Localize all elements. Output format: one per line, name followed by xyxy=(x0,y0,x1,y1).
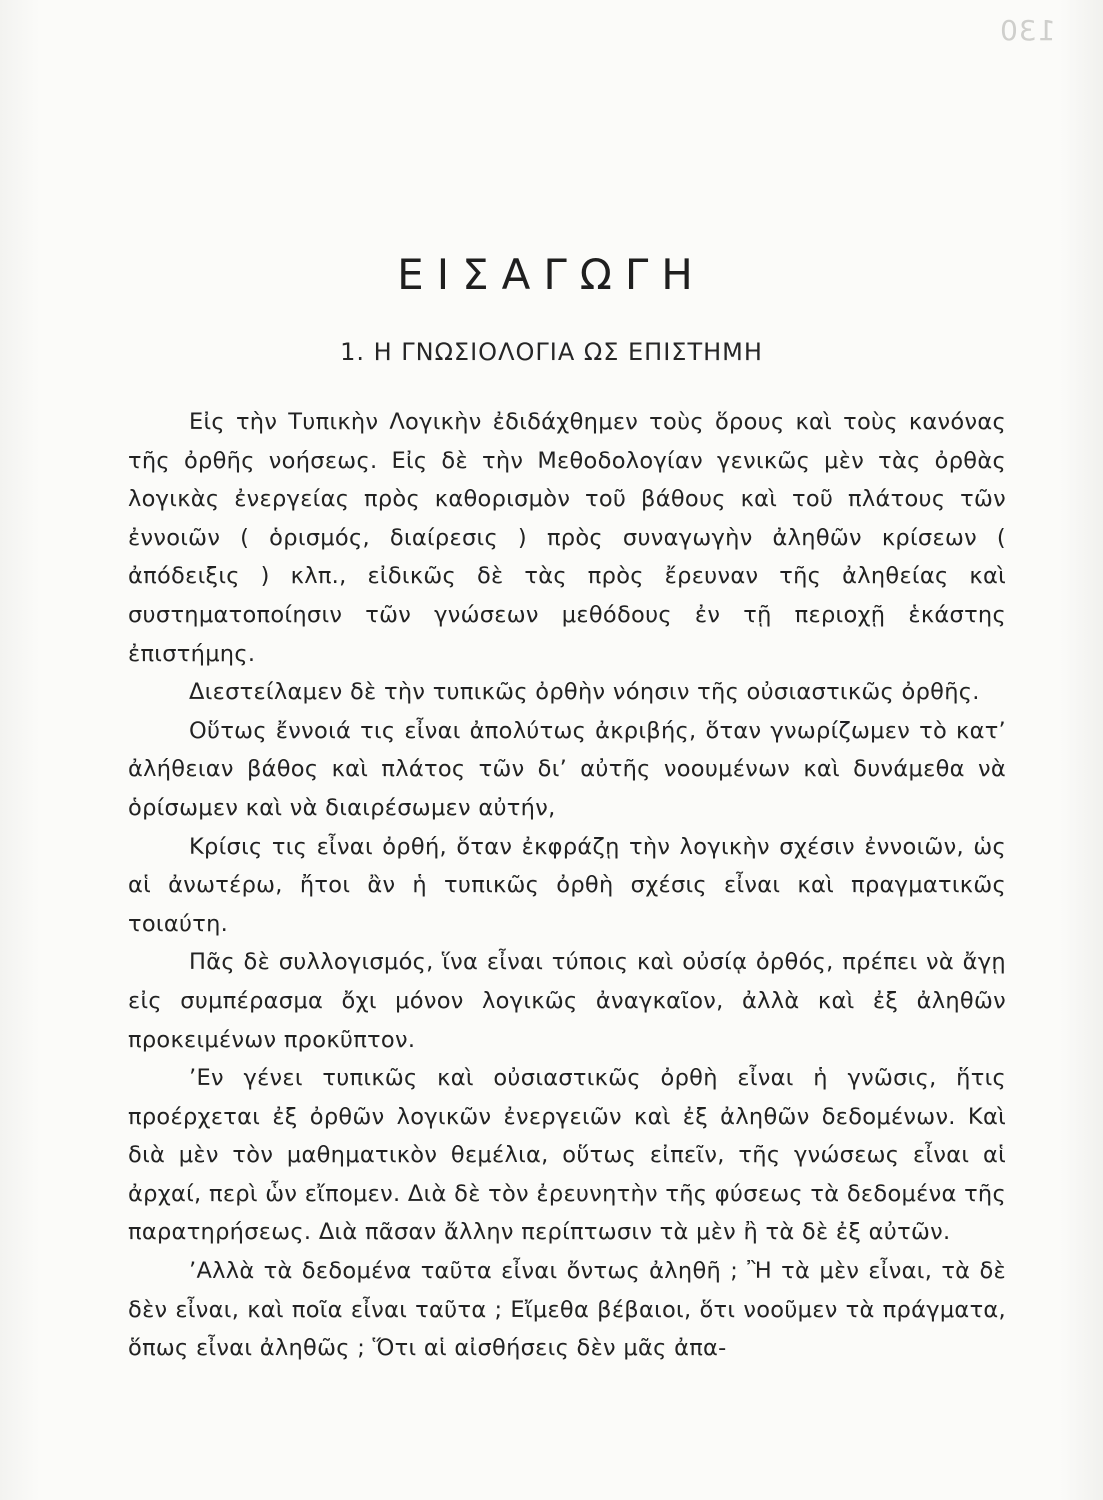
paragraph: Εἰς τὴν Τυπικὴν Λογικὴν ἐδιδάχθημεν τοὺς ὅρους καὶ τοὺς κανόνας τῆς ὀρθῆς νοήσεως. Εἰς δὲ τὴν Μεθοδολογίαν γενικῶς μὲν τὰς ὀρθὰς λογικὰς ἐνεργείας πρὸς καθορισμὸν τοῦ βάθους καὶ τοῦ πλάτους τῶν ἐννοιῶν ( ὁρισμός, διαίρεσις ) πρὸς συναγωγὴν ἀληθῶν κρίσεων ( ἀπόδειξις ) κλπ., εἰδικῶς δὲ τὰς πρὸς ἔρευναν τῆς ἀληθείας καὶ συστηματοποίησιν τῶν γνώσεων μεθόδους ἐν τῇ περιοχῇ ἑκάστης ἐπιστήμης. xyxy=(128,409,1006,667)
chapter-title: ΕΙΣΑΓΩΓΗ xyxy=(397,250,706,299)
paragraph: ’Εν γένει τυπικῶς καὶ οὐσιαστικῶς ὀρθὴ εἶναι ἡ γνῶσις, ἥτις προέρχεται ἐξ ὀρθῶν λογικῶν ἐνεργειῶν καὶ ἐξ ἀληθῶν δεδομένων. Καὶ διὰ μὲν τὸν μαθηματικὸν θεμέλια, οὕτως εἰπεῖν, τῆς γνώσεως εἶναι αἱ ἀρχαί, περὶ ὧν εἴπομεν. Διὰ δὲ τὸν ἐρευνητὴν τῆς φύσεως τὰ δεδομένα τῆς παρατηρήσεως. Διὰ πᾶσαν ἄλλην περίπτωσιν τὰ μὲν ἢ τὰ δὲ ἐξ αὐτῶν. xyxy=(128,1065,1006,1246)
paragraph: ’Αλλὰ τὰ δεδομένα ταῦτα εἶναι ὄντως ἀληθῆ ; Ἢ τὰ μὲν εἶναι, τὰ δὲ δὲν εἶναι, καὶ ποῖα εἶναι ταῦτα ; Εἴμεθα βέβαιοι, ὅτι νοοῦμεν τὰ πράγματα, ὅπως εἶναι ἀληθῶς ; Ὅτι αἱ αἰσθήσεις δὲν μᾶς ἀπα- xyxy=(128,1258,1006,1362)
paragraph: Πᾶς δὲ συλλογισμός, ἵνα εἶναι τύποις καὶ οὐσίᾳ ὀρθός, πρέπει νὰ ἄγῃ εἰς συμπέρασμα ὄχι μόνον λογικῶς ἀναγκαῖον, ἀλλὰ καὶ ἐξ ἀληθῶν προκειμένων προκῦπτον. xyxy=(128,949,1006,1053)
paragraph: Διεστείλαμεν δὲ τὴν τυπικῶς ὀρθὴν νόησιν τῆς οὐσιαστικῶς ὀρθῆς. xyxy=(189,679,980,706)
bleed-through-page-number: 130 xyxy=(998,14,1055,47)
section-heading: 1. Η ΓΝΩΣΙΟΛΟΓΙΑ ΩΣ ΕΠΙΣΤΗΜΗ xyxy=(340,338,763,366)
paragraph: Οὕτως ἔννοιά τις εἶναι ἀπολύτως ἀκριβής, ὅταν γνωρίζωμεν τὸ κατ’ ἀλήθειαν βάθος καὶ πλάτος τῶν δι’ αὐτῆς νοουμένων καὶ δυνάμεθα νὰ ὁρίσωμεν καὶ νὰ διαιρέσωμεν αὐτήν, xyxy=(128,717,1006,821)
body-text xyxy=(128,403,1006,1368)
paragraph: Κρίσις τις εἶναι ὀρθή, ὅταν ἐκφράζῃ τὴν λογικὴν σχέσιν ἐννοιῶν, ὡς αἱ ἀνωτέρω, ἤτοι ἂν ἡ τυπικῶς ὀρθὴ σχέσις εἶναι καὶ πραγματικῶς τοιαύτη. xyxy=(128,833,1006,937)
